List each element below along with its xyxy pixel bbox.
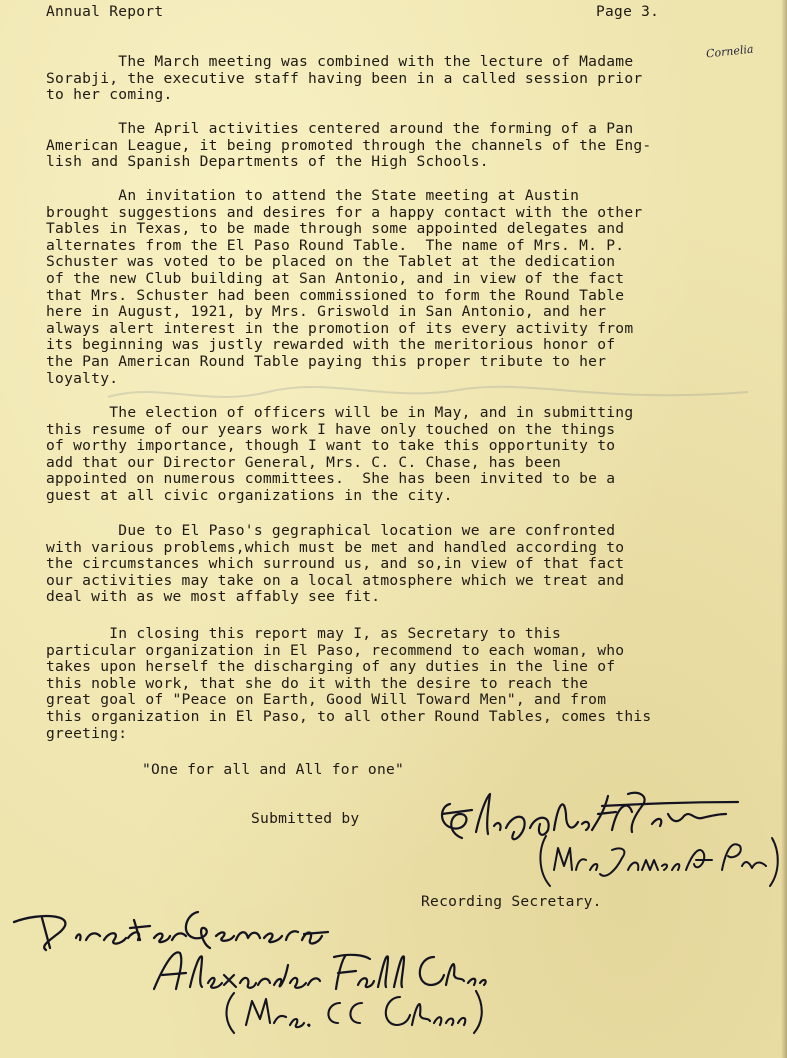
page-edge-shadow: [781, 0, 787, 1058]
paragraph-election: The election of officers will be in May, and in submitting this resume of our years work I have only touched on the things of worthy importance, though I want to take this opportunity to add that our Director General, Mrs. C. C. Chase, has been appointed on numerous committees. She has been invited to be a guest at all civic organizations in the city.: [46, 404, 634, 504]
page-header-title: Annual Report: [46, 4, 164, 20]
motto: "One for all and All for one": [142, 761, 405, 778]
margin-note-cornelia: Cornelia: [705, 42, 755, 61]
paragraph-el-paso-location: Due to El Paso's gegraphical location we are confronted with various problems,which must be met and handled according to the circumstances which surround us, and so,in view of that fact our activities may take on a local atmosphere which we treat and deal with as we most affably see fit.: [46, 522, 625, 606]
paragraph-march-meeting: The March meeting was combined with the lecture of Madame Sorabji, the executive staff having been in a called session prior to her coming.: [46, 53, 643, 104]
paragraph-april-activities: The April activities centered around the forming of a Pan American League, it being promoted through the channels of the Eng- lish and Spanish Departments of the High Schools.: [46, 120, 652, 171]
handwritten-mrs-cc-chase: [220, 985, 485, 1037]
page-number: Page 3.: [596, 4, 660, 20]
paragraph-closing: In closing this report may I, as Secretary to this particular organization in El Paso, recommend to each woman, who takes upon herself the discharging of any duties in the line of this noble work, that she do it with the desire to reach the great goal of "Peace on Earth, Good Will Toward Men", and from this organization in El Paso, to all other Round Tables, comes this greeting:: [46, 625, 652, 742]
paragraph-state-meeting: An invitation to attend the State meeting at Austin brought suggestions and desires for a happy contact with the other Tables in Texas, to be made through some appointed delegates and alternates from the El Paso Round Table. The name of Mrs. M. P. Schuster was voted to be placed on the Tablet at the dedication of the new Club building at San Antonio, and in view of the fact that Mrs. Schuster had been commissioned to form the Round Table here in August, 1921, by Mrs. Griswold in San Antonio, and her always alert interest in the promotion of its every activity from its beginning was justly rewarded with the meritorious honor of the Pan American Round Table paying this proper tribute to her loyalty.: [46, 187, 643, 387]
recording-secretary-label: Recording Secretary.: [421, 893, 602, 910]
submitted-by-label: Submitted by: [251, 810, 360, 827]
signature-mrs-james-a-pickett: [536, 830, 781, 890]
